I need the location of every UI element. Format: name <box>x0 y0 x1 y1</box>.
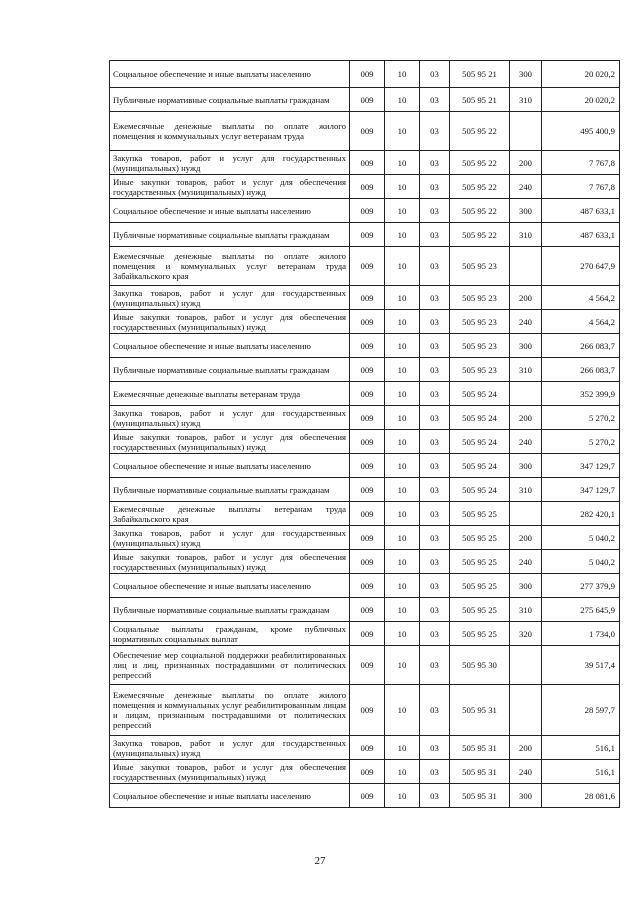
row-subsection-code: 03 <box>420 598 450 622</box>
row-expense-type-code <box>510 247 542 286</box>
row-amount: 282 420,1 <box>542 502 620 526</box>
row-expense-type-code: 300 <box>510 61 542 88</box>
row-subsection-code: 03 <box>420 622 450 646</box>
row-section-code: 10 <box>385 151 420 175</box>
row-section-code: 10 <box>385 784 420 808</box>
table-row <box>110 685 620 736</box>
row-target-code: 505 95 31 <box>450 760 510 784</box>
row-subsection-code: 03 <box>420 784 450 808</box>
row-target-code: 505 95 23 <box>450 310 510 334</box>
row-ministry-code: 009 <box>350 430 385 454</box>
row-name: Социальное обеспечение и иные выплаты населению <box>110 61 350 88</box>
table-row <box>110 598 620 622</box>
row-subsection-code: 03 <box>420 382 450 406</box>
row-expense-type-code: 200 <box>510 526 542 550</box>
row-amount: 277 379,9 <box>542 574 620 598</box>
row-target-code: 505 95 23 <box>450 286 510 310</box>
row-target-code: 505 95 25 <box>450 526 510 550</box>
row-subsection-code: 03 <box>420 736 450 760</box>
row-section-code: 10 <box>385 175 420 199</box>
row-section-code: 10 <box>385 88 420 112</box>
row-subsection-code: 03 <box>420 286 450 310</box>
row-expense-type-code: 310 <box>510 598 542 622</box>
row-name: Иные закупки товаров, работ и услуг для обеспечения государственных (муниципальных) нужд <box>110 550 350 574</box>
row-expense-type-code: 240 <box>510 550 542 574</box>
row-name: Социальное обеспечение и иные выплаты населению <box>110 199 350 223</box>
row-expense-type-code <box>510 646 542 685</box>
row-name: Иные закупки товаров, работ и услуг для обеспечения государственных (муниципальных) нужд <box>110 430 350 454</box>
row-section-code: 10 <box>385 286 420 310</box>
table-row <box>110 61 620 88</box>
row-section-code: 10 <box>385 526 420 550</box>
row-section-code: 10 <box>385 502 420 526</box>
row-amount: 266 083,7 <box>542 358 620 382</box>
row-subsection-code: 03 <box>420 88 450 112</box>
row-expense-type-code: 300 <box>510 199 542 223</box>
row-expense-type-code <box>510 502 542 526</box>
row-section-code: 10 <box>385 61 420 88</box>
row-expense-type-code <box>510 112 542 151</box>
row-name: Публичные нормативные социальные выплаты гражданам <box>110 478 350 502</box>
row-target-code: 505 95 21 <box>450 61 510 88</box>
table-row <box>110 736 620 760</box>
row-amount: 347 129,7 <box>542 454 620 478</box>
row-amount: 516,1 <box>542 760 620 784</box>
row-subsection-code: 03 <box>420 223 450 247</box>
row-section-code: 10 <box>385 478 420 502</box>
row-amount: 7 767,8 <box>542 175 620 199</box>
row-expense-type-code: 200 <box>510 406 542 430</box>
row-name: Закупка товаров, работ и услуг для государственных (муниципальных) нужд <box>110 736 350 760</box>
row-ministry-code: 009 <box>350 478 385 502</box>
table-row <box>110 112 620 151</box>
row-ministry-code: 009 <box>350 406 385 430</box>
row-subsection-code: 03 <box>420 247 450 286</box>
row-amount: 347 129,7 <box>542 478 620 502</box>
row-name: Публичные нормативные социальные выплаты гражданам <box>110 598 350 622</box>
row-amount: 352 399,9 <box>542 382 620 406</box>
row-section-code: 10 <box>385 574 420 598</box>
row-target-code: 505 95 21 <box>450 88 510 112</box>
table-row <box>110 310 620 334</box>
row-amount: 266 083,7 <box>542 334 620 358</box>
row-target-code: 505 95 25 <box>450 550 510 574</box>
row-subsection-code: 03 <box>420 151 450 175</box>
row-ministry-code: 009 <box>350 760 385 784</box>
row-amount: 20 020,2 <box>542 88 620 112</box>
row-name: Социальные выплаты гражданам, кроме публичных нормативных социальных выплат <box>110 622 350 646</box>
row-subsection-code: 03 <box>420 430 450 454</box>
row-name: Публичные нормативные социальные выплаты гражданам <box>110 223 350 247</box>
row-target-code: 505 95 31 <box>450 784 510 808</box>
row-target-code: 505 95 24 <box>450 478 510 502</box>
row-section-code: 10 <box>385 406 420 430</box>
row-subsection-code: 03 <box>420 478 450 502</box>
row-ministry-code: 009 <box>350 88 385 112</box>
row-target-code: 505 95 22 <box>450 175 510 199</box>
row-section-code: 10 <box>385 358 420 382</box>
table-row <box>110 247 620 286</box>
table-row <box>110 784 620 808</box>
row-name: Публичные нормативные социальные выплаты гражданам <box>110 358 350 382</box>
row-target-code: 505 95 24 <box>450 454 510 478</box>
table-row <box>110 454 620 478</box>
row-section-code: 10 <box>385 454 420 478</box>
row-section-code: 10 <box>385 310 420 334</box>
row-expense-type-code: 200 <box>510 736 542 760</box>
row-name: Иные закупки товаров, работ и услуг для обеспечения государственных (муниципальных) нужд <box>110 175 350 199</box>
row-ministry-code: 009 <box>350 61 385 88</box>
row-ministry-code: 009 <box>350 736 385 760</box>
row-ministry-code: 009 <box>350 175 385 199</box>
row-amount: 516,1 <box>542 736 620 760</box>
row-target-code: 505 95 23 <box>450 334 510 358</box>
row-ministry-code: 009 <box>350 286 385 310</box>
table-row <box>110 550 620 574</box>
table-row <box>110 334 620 358</box>
table-row <box>110 502 620 526</box>
row-section-code: 10 <box>385 622 420 646</box>
row-section-code: 10 <box>385 199 420 223</box>
budget-table <box>109 60 620 808</box>
row-target-code: 505 95 22 <box>450 199 510 223</box>
row-expense-type-code: 240 <box>510 310 542 334</box>
row-name: Публичные нормативные социальные выплаты гражданам <box>110 88 350 112</box>
row-expense-type-code: 240 <box>510 175 542 199</box>
page-number: 27 <box>314 855 326 867</box>
row-expense-type-code: 320 <box>510 622 542 646</box>
table-row <box>110 175 620 199</box>
row-name: Закупка товаров, работ и услуг для государственных (муниципальных) нужд <box>110 526 350 550</box>
table-row <box>110 223 620 247</box>
row-amount: 4 564,2 <box>542 286 620 310</box>
row-ministry-code: 009 <box>350 685 385 736</box>
row-expense-type-code: 200 <box>510 286 542 310</box>
row-ministry-code: 009 <box>350 502 385 526</box>
row-expense-type-code: 310 <box>510 358 542 382</box>
row-name: Закупка товаров, работ и услуг для государственных (муниципальных) нужд <box>110 406 350 430</box>
row-subsection-code: 03 <box>420 685 450 736</box>
row-subsection-code: 03 <box>420 550 450 574</box>
row-amount: 495 400,9 <box>542 112 620 151</box>
row-target-code: 505 95 23 <box>450 247 510 286</box>
table-row <box>110 526 620 550</box>
row-name: Социальное обеспечение и иные выплаты населению <box>110 784 350 808</box>
row-section-code: 10 <box>385 112 420 151</box>
row-ministry-code: 009 <box>350 598 385 622</box>
row-section-code: 10 <box>385 334 420 358</box>
row-target-code: 505 95 22 <box>450 223 510 247</box>
row-section-code: 10 <box>385 382 420 406</box>
row-ministry-code: 009 <box>350 358 385 382</box>
row-target-code: 505 95 24 <box>450 382 510 406</box>
row-target-code: 505 95 24 <box>450 430 510 454</box>
row-ministry-code: 009 <box>350 622 385 646</box>
row-ministry-code: 009 <box>350 199 385 223</box>
table-row <box>110 478 620 502</box>
row-expense-type-code: 300 <box>510 574 542 598</box>
row-target-code: 505 95 23 <box>450 358 510 382</box>
row-target-code: 505 95 31 <box>450 736 510 760</box>
row-amount: 487 633,1 <box>542 223 620 247</box>
row-amount: 5 270,2 <box>542 406 620 430</box>
row-expense-type-code: 300 <box>510 334 542 358</box>
row-subsection-code: 03 <box>420 175 450 199</box>
row-subsection-code: 03 <box>420 454 450 478</box>
row-target-code: 505 95 25 <box>450 502 510 526</box>
table-row <box>110 151 620 175</box>
table-row <box>110 622 620 646</box>
row-name: Иные закупки товаров, работ и услуг для обеспечения государственных (муниципальных) нужд <box>110 310 350 334</box>
row-section-code: 10 <box>385 247 420 286</box>
row-expense-type-code: 310 <box>510 88 542 112</box>
table-row <box>110 760 620 784</box>
row-name: Социальное обеспечение и иные выплаты населению <box>110 334 350 358</box>
row-amount: 487 633,1 <box>542 199 620 223</box>
row-amount: 4 564,2 <box>542 310 620 334</box>
row-amount: 5 040,2 <box>542 550 620 574</box>
table-row <box>110 430 620 454</box>
row-subsection-code: 03 <box>420 502 450 526</box>
row-expense-type-code: 310 <box>510 223 542 247</box>
row-amount: 20 020,2 <box>542 61 620 88</box>
table-row <box>110 646 620 685</box>
row-amount: 5 270,2 <box>542 430 620 454</box>
row-section-code: 10 <box>385 760 420 784</box>
row-ministry-code: 009 <box>350 151 385 175</box>
table-row <box>110 406 620 430</box>
row-expense-type-code: 310 <box>510 478 542 502</box>
row-target-code: 505 95 24 <box>450 406 510 430</box>
row-name: Закупка товаров, работ и услуг для государственных (муниципальных) нужд <box>110 151 350 175</box>
row-subsection-code: 03 <box>420 760 450 784</box>
table-row <box>110 358 620 382</box>
row-name: Ежемесячные денежные выплаты ветеранам труда Забайкальского края <box>110 502 350 526</box>
row-section-code: 10 <box>385 430 420 454</box>
row-subsection-code: 03 <box>420 646 450 685</box>
row-subsection-code: 03 <box>420 112 450 151</box>
row-expense-type-code: 240 <box>510 760 542 784</box>
row-name: Закупка товаров, работ и услуг для государственных (муниципальных) нужд <box>110 286 350 310</box>
row-amount: 39 517,4 <box>542 646 620 685</box>
row-name: Ежемесячные денежные выплаты по оплате жилого помещения и коммунальных услуг ветеранам труда Забайкальского края <box>110 247 350 286</box>
row-subsection-code: 03 <box>420 310 450 334</box>
row-amount: 28 597,7 <box>542 685 620 736</box>
row-expense-type-code <box>510 685 542 736</box>
row-expense-type-code: 240 <box>510 430 542 454</box>
row-subsection-code: 03 <box>420 199 450 223</box>
row-ministry-code: 009 <box>350 454 385 478</box>
row-name: Социальное обеспечение и иные выплаты населению <box>110 454 350 478</box>
row-amount: 270 647,9 <box>542 247 620 286</box>
table-row <box>110 199 620 223</box>
table-row <box>110 286 620 310</box>
table-row <box>110 574 620 598</box>
row-section-code: 10 <box>385 223 420 247</box>
row-section-code: 10 <box>385 736 420 760</box>
row-section-code: 10 <box>385 550 420 574</box>
row-ministry-code: 009 <box>350 310 385 334</box>
row-expense-type-code: 200 <box>510 151 542 175</box>
row-target-code: 505 95 30 <box>450 646 510 685</box>
row-subsection-code: 03 <box>420 61 450 88</box>
row-ministry-code: 009 <box>350 247 385 286</box>
row-name: Обеспечение мер социальной поддержки реабилитированных лиц и лиц, признанных пострадавшими от политических репрессий <box>110 646 350 685</box>
table-row <box>110 88 620 112</box>
row-amount: 5 040,2 <box>542 526 620 550</box>
row-ministry-code: 009 <box>350 112 385 151</box>
row-amount: 1 734,0 <box>542 622 620 646</box>
row-target-code: 505 95 25 <box>450 574 510 598</box>
row-section-code: 10 <box>385 646 420 685</box>
row-amount: 7 767,8 <box>542 151 620 175</box>
row-target-code: 505 95 31 <box>450 685 510 736</box>
row-amount: 275 645,9 <box>542 598 620 622</box>
row-section-code: 10 <box>385 685 420 736</box>
row-expense-type-code <box>510 382 542 406</box>
row-target-code: 505 95 22 <box>450 151 510 175</box>
row-ministry-code: 009 <box>350 334 385 358</box>
row-ministry-code: 009 <box>350 382 385 406</box>
row-subsection-code: 03 <box>420 334 450 358</box>
row-ministry-code: 009 <box>350 223 385 247</box>
row-name: Ежемесячные денежные выплаты ветеранам труда <box>110 382 350 406</box>
row-ministry-code: 009 <box>350 526 385 550</box>
row-name: Ежемесячные денежные выплаты по оплате жилого помещения и коммунальных услуг ветеранам труда <box>110 112 350 151</box>
row-ministry-code: 009 <box>350 646 385 685</box>
row-expense-type-code: 300 <box>510 454 542 478</box>
row-subsection-code: 03 <box>420 526 450 550</box>
row-name: Социальное обеспечение и иные выплаты населению <box>110 574 350 598</box>
row-target-code: 505 95 25 <box>450 622 510 646</box>
row-subsection-code: 03 <box>420 574 450 598</box>
row-expense-type-code: 300 <box>510 784 542 808</box>
row-name: Ежемесячные денежные выплаты по оплате жилого помещения и коммунальных услуг реабилитированным лицам и лицам, признанным пострадавшими от политических репрессий <box>110 685 350 736</box>
row-section-code: 10 <box>385 598 420 622</box>
row-subsection-code: 03 <box>420 406 450 430</box>
row-name: Иные закупки товаров, работ и услуг для обеспечения государственных (муниципальных) нужд <box>110 760 350 784</box>
row-target-code: 505 95 22 <box>450 112 510 151</box>
row-target-code: 505 95 25 <box>450 598 510 622</box>
row-amount: 28 081,6 <box>542 784 620 808</box>
row-ministry-code: 009 <box>350 784 385 808</box>
row-ministry-code: 009 <box>350 550 385 574</box>
row-subsection-code: 03 <box>420 358 450 382</box>
table-body <box>110 61 620 808</box>
row-ministry-code: 009 <box>350 574 385 598</box>
table-row <box>110 382 620 406</box>
